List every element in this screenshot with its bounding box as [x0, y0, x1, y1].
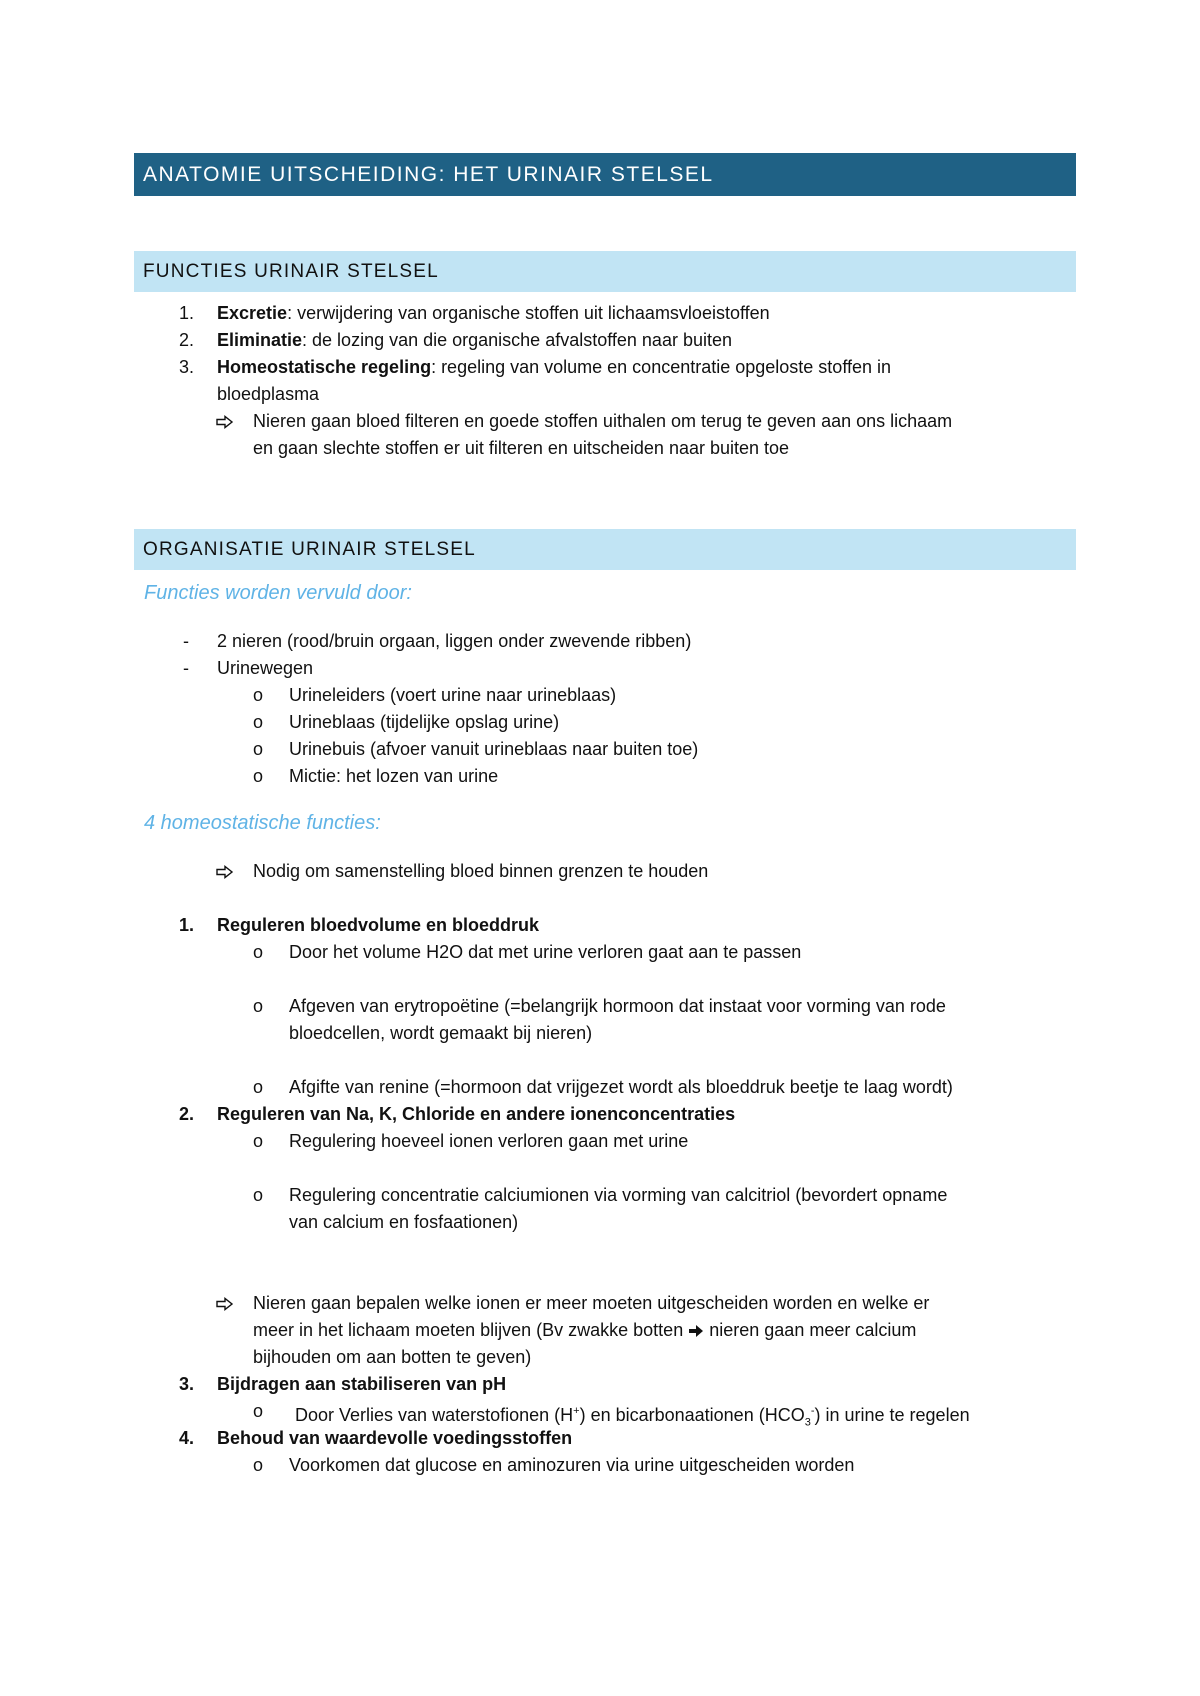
- right-arrow-icon: [688, 1320, 704, 1340]
- item-text: ) en bicarbonaationen (HCO: [579, 1405, 805, 1425]
- section-heading-organisatie: ORGANISATIE URINAIR STELSEL: [134, 529, 1076, 570]
- circle-bullet: o: [253, 1185, 264, 1205]
- circle-bullet: o: [253, 685, 264, 705]
- item-text: : verwijdering van organische stoffen uit lichaamsvloeistoffen: [287, 303, 770, 323]
- superscript-minus: -: [810, 1405, 815, 1417]
- function-title: Reguleren van Na, K, Chloride en andere ionenconcentraties: [217, 1104, 736, 1124]
- note-text: meer in het lichaam moeten blijven (Bv zwakke botten: [253, 1320, 684, 1340]
- list-number: 4.: [179, 1428, 195, 1448]
- list-number: 1.: [179, 915, 195, 935]
- circle-bullet: o: [253, 942, 264, 962]
- note-text: nieren gaan meer calcium: [709, 1320, 917, 1340]
- circle-bullet: o: [253, 996, 264, 1016]
- circle-bullet: o: [253, 712, 264, 732]
- circle-bullet: o: [253, 1401, 264, 1421]
- item-text: Urinebuis (afvoer vanuit urineblaas naar buiten toe): [289, 739, 699, 759]
- list-number: 2.: [179, 330, 195, 350]
- item-text: Afgifte van renine (=hormoon dat vrijgezet wordt als bloeddruk beetje te laag wordt): [289, 1077, 953, 1097]
- item-text: 2 nieren (rood/bruin orgaan, liggen onder zwevende ribben): [217, 631, 692, 651]
- item-text: : de lozing van die organische afvalstoffen naar buiten: [302, 330, 732, 350]
- hollow-arrow-icon: [216, 858, 234, 885]
- list-number: 1.: [179, 303, 195, 323]
- item-text: Regulering concentratie calciumionen via vorming van calcitriol (bevordert opname: [289, 1185, 948, 1205]
- item-text: Urinewegen: [217, 658, 314, 678]
- note-text: Nieren gaan bloed filteren en goede stoffen uithalen om terug te geven aan ons lichaam: [253, 411, 953, 431]
- circle-bullet: o: [253, 766, 264, 786]
- item-text: ) in urine te regelen: [814, 1405, 970, 1425]
- subheading-functies-vervuld: Functies worden vervuld door:: [144, 582, 412, 604]
- superscript-plus: +: [573, 1405, 580, 1417]
- document-title: ANATOMIE UITSCHEIDING: HET URINAIR STELSEL: [134, 153, 1076, 196]
- item-text: bloedplasma: [217, 384, 320, 404]
- item-text: Door Verlies van waterstofionen (H: [295, 1405, 574, 1425]
- item-text: Voorkomen dat glucose en aminozuren via urine uitgescheiden worden: [289, 1455, 855, 1475]
- item-text: Urineleiders (voert urine naar urineblaas): [289, 685, 617, 705]
- subheading-homeostatische: 4 homeostatische functies:: [144, 812, 381, 834]
- dash-marker: -: [183, 631, 189, 651]
- item-text: bloedcellen, wordt gemaakt bij nieren): [289, 1023, 593, 1043]
- item-term: Excretie: [217, 303, 288, 323]
- item-text: Urineblaas (tijdelijke opslag urine): [289, 712, 560, 732]
- circle-bullet: o: [253, 1077, 264, 1097]
- item-text: : regeling van volume en concentratie opgeloste stoffen in: [431, 357, 892, 377]
- hollow-arrow-icon: [216, 408, 234, 435]
- list-number: 3.: [179, 357, 195, 377]
- function-title: Reguleren bloedvolume en bloeddruk: [217, 915, 540, 935]
- circle-bullet: o: [253, 739, 264, 759]
- item-term: Eliminatie: [217, 330, 303, 350]
- list-number: 3.: [179, 1374, 195, 1394]
- item-text: Regulering hoeveel ionen verloren gaan met urine: [289, 1131, 689, 1151]
- note-text: Nieren gaan bepalen welke ionen er meer moeten uitgescheiden worden en welke er: [253, 1293, 930, 1313]
- circle-bullet: o: [253, 1455, 264, 1475]
- list-number: 2.: [179, 1104, 195, 1124]
- item-text: van calcium en fosfaationen): [289, 1212, 519, 1232]
- note-text: en gaan slechte stoffen er uit filteren en uitscheiden naar buiten toe: [253, 438, 790, 458]
- hollow-arrow-icon: [216, 1290, 234, 1317]
- dash-marker: -: [183, 658, 189, 678]
- function-title: Bijdragen aan stabiliseren van pH: [217, 1374, 507, 1394]
- circle-bullet: o: [253, 1131, 264, 1151]
- section-heading-functies: FUNCTIES URINAIR STELSEL: [134, 251, 1076, 292]
- function-title: Behoud van waardevolle voedingsstoffen: [217, 1428, 573, 1448]
- note-text: bijhouden om aan botten te geven): [253, 1347, 532, 1367]
- note-text: Nodig om samenstelling bloed binnen grenzen te houden: [253, 861, 709, 881]
- item-text: Door het volume H2O dat met urine verloren gaat aan te passen: [289, 942, 802, 962]
- item-text: Mictie: het lozen van urine: [289, 766, 499, 786]
- subscript-3: 3: [804, 1416, 811, 1429]
- item-term: Homeostatische regeling: [217, 357, 432, 377]
- item-text: Afgeven van erytropoëtine (=belangrijk hormoon dat instaat voor vorming van rode: [289, 996, 946, 1016]
